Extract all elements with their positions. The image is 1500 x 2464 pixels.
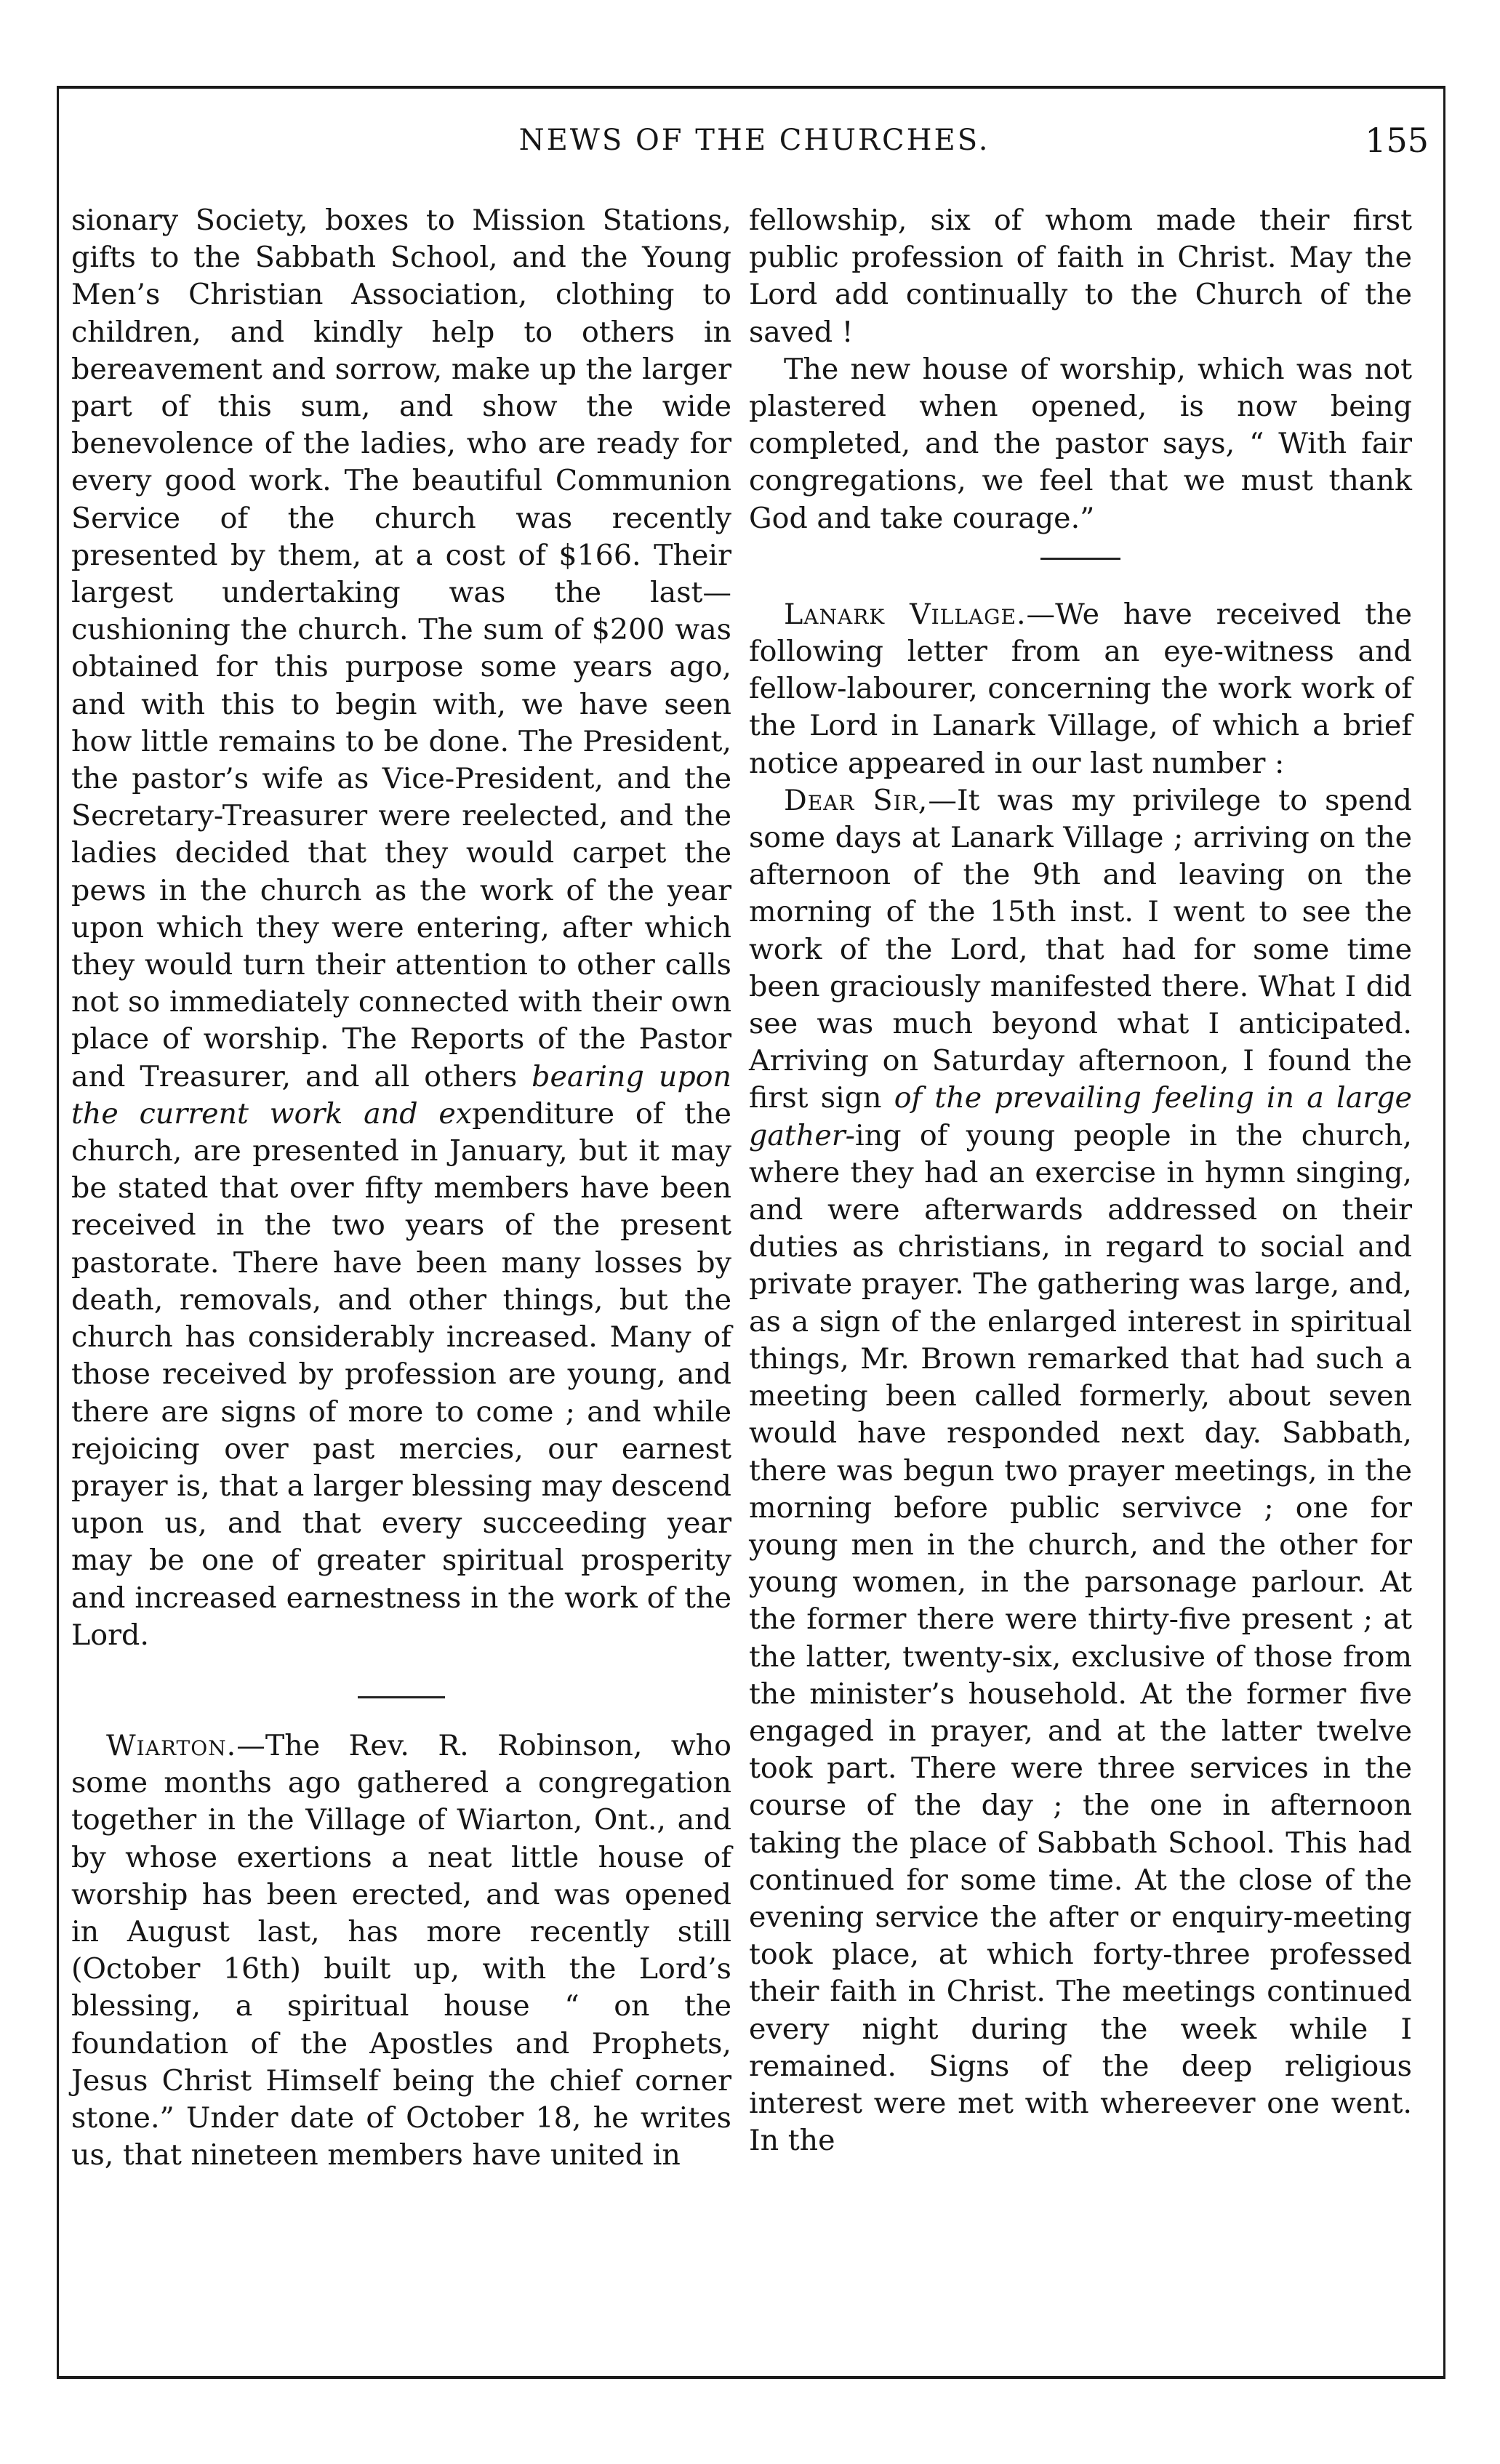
lanark-heading: Lanark Village. [784, 597, 1027, 631]
page-header [69, 121, 1440, 167]
ladies-society-paragraph [71, 202, 731, 1654]
letter-italic-text: of the prevailing feeling in a large gather- [749, 1081, 1412, 1152]
running-title: NEWS OF THE CHURCHES. [518, 124, 990, 157]
wiarton-heading: Wiarton. [106, 1728, 237, 1762]
page-number: 155 [1365, 121, 1429, 160]
right-border-rule [1443, 86, 1445, 2377]
right-column [749, 202, 1412, 2159]
lanark-text: —We have received the following letter from an eye-witness and fellow-labourer, concerning the work work of the Lord in Lanark Village, of which a brief notice appeared in our last number : [749, 597, 1412, 780]
section-separator [1040, 558, 1120, 560]
fellowship-paragraph: fellowship, six of whom made their first public profession of faith in Christ. May the Lord add continually to the Church of the saved ! [749, 204, 1412, 349]
wiarton-paragraph [71, 1727, 731, 2174]
ladies-society-text: sionary Society, boxes to Mission Stations, gifts to the Sabbath School, and the Young Men’s Christian Association, clothing to children, and kindly help to others in bereavement and sorrow, make up the larger part of this sum, and show the wide benevolence of the ladies, who are ready for every good work. The beautiful Communion Service of the church was recently presented by them, at a cost of $166. Their largest undertaking was the last—cushioning the church. The sum of $200 was obtained for this purpose some years ago, and with this to begin with, we have seen how little remains to be done. The President, the pastor’s wife as Vice-President, and the Secretary-Treasurer were reelected, and the ladies decided that they would carpet the pews in the church as the work of the year upon which they were entering, after which they would turn their attention to other calls not so immediately connected with their own place of worship. The Reports of the Pastor and Treasurer, and all others [71, 204, 731, 1093]
section-separator [358, 1696, 445, 1698]
top-border-rule [57, 86, 1445, 89]
left-border-rule [57, 86, 59, 2377]
letter-salutation: Dear Sir, [784, 783, 929, 817]
letter-text-b: ing of young people in the church, where they had an exercise in hymn singing, and were afterwards addressed on their duties as christians, in regard to social and private prayer. The gathering was large, and, as a sign of the enlarged interest in spiritual things, Mr. Brown remarked that had such a meeting been called formerly, about seven would have responded next day. Sabbath, there was begun two prayer meetings, in the morning before public servivce ; one for young men in the church, and the other for young women, in the parsonage parlour. At the former there were thirty-five present ; at the latter, twenty-six, exclusive of those from the minister’s household. At the former five engaged in prayer, and at the latter twelve took part. There were three services in the course of the day ; the one in afternoon taking the place of Sabbath School. This had continued for some time. At the close of the evening service the after or enquiry-meeting took place, at which forty-three professed their faith in Christ. The meetings continued every night during the week while I remained. Signs of the deep religious interest were met with whereever one went. In the [749, 1118, 1412, 2158]
ladies-society-italic-text: bearing upon the current work and ex [71, 1059, 731, 1131]
wiarton-text: —The Rev. R. Robinson, who some months ago gathered a congregation together in the Village of Wiarton, Ont., and by whose exertions a neat little house of worship has been erected, and was opened in August last, has more recently still (October 16th) built up, with the Lord’s blessing, a spiritual house “ on the foundation of the Apostles and Prophets, Jesus Christ Himself being the chief corner stone.” Under date of October 18, he writes us, that nineteen members have united in [71, 1728, 731, 2172]
ladies-society-text-end: penditure of the church, are presented in January, but it may be stated that over fifty members have been received in the two years of the present pastorate. There have been many losses by death, removals, and other things, but the church has considerably increased. Many of those received by profession are young, and there are signs of more to come ; and while rejoicing over past mercies, our earnest prayer is, that a larger blessing may descend upon us, and that every succeeding year may be one of greater spiritual prosperity and increased earnestness in the work of the Lord. [71, 1096, 731, 1652]
bottom-border-rule [57, 2376, 1445, 2379]
letter-text-a: —It was my privilege to spend some days at Lanark Village ; arriving on the afternoon of the 9th and leaving on the morning of the 15th inst. I went to see the work of the Lord, that had for some time been graciously manifested there. What I did see was much beyond what I anticipated. Arriving on Saturday afternoon, I found the first sign [749, 783, 1412, 1115]
left-column [71, 202, 731, 2174]
lanark-paragraph [749, 596, 1412, 782]
letter-paragraph [749, 782, 1412, 2160]
worship-house-paragraph: The new house of worship, which was not plastered when opened, is now being completed, and the pastor says, “ With fair congregations, we feel that we must thank God and take courage.” [749, 352, 1412, 535]
